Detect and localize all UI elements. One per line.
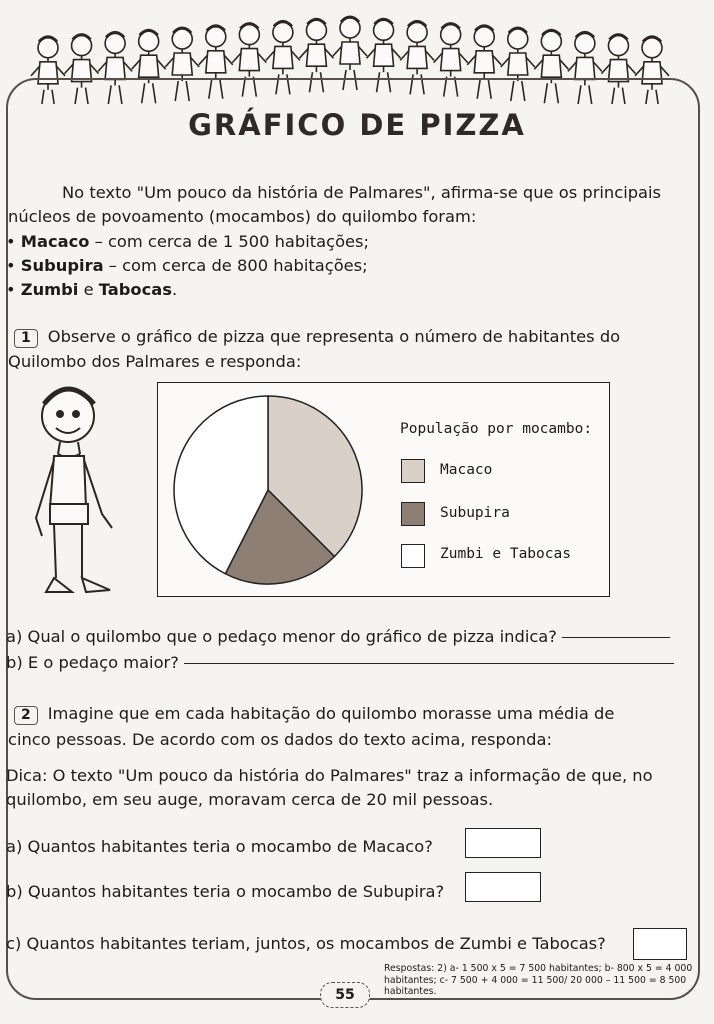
tip-line-1: Dica: O texto "Um pouco da história do Palmares" traz a informação de que, no: [6, 766, 653, 785]
list-item: • Macaco – com cerca de 1 500 habitações;: [6, 232, 370, 251]
legend-label-zumbi-tabocas: Zumbi e Tabocas: [440, 546, 571, 562]
legend-label-macaco: Macaco: [440, 462, 493, 478]
answer-key: Respostas: 2) a- 1 500 x 5 = 7 500 habitantes; b- 800 x 5 = 4 000 habitantes; c- 7 500 + 4 000 = 11 500/ 20 000 – 11 500 = 8 500 habitantes.: [384, 963, 693, 997]
question-2-line-2: cinco pessoas. De acordo com os dados do texto acima, responda:: [8, 730, 552, 749]
question-number: 2: [14, 706, 38, 725]
tip-line-2: quilombo, em seu auge, moravam cerca de 20 mil pessoas.: [6, 790, 494, 809]
question-2-line-1: 2 Imagine que em cada habitação do quilombo morasse uma média de: [14, 702, 614, 725]
list-item: • Subupira – com cerca de 800 habitações;: [6, 256, 368, 275]
boy-illustration: [24, 378, 128, 608]
pie-chart: [170, 392, 366, 588]
question-1-line-1: 1 Observe o gráfico de pizza que representa o número de habitantes do: [14, 325, 620, 348]
intro-line-1: No texto "Um pouco da história de Palmares", afirma-se que os principais: [62, 183, 662, 202]
question-number: 1: [14, 329, 38, 348]
legend-swatch-subupira: [401, 502, 425, 526]
page-title: GRÁFICO DE PIZZA: [188, 108, 526, 142]
legend-label-subupira: Subupira: [440, 505, 510, 521]
question-2b: b) Quantos habitantes teria o mocambo de Subupira?: [6, 882, 445, 901]
answer-box-2a[interactable]: [465, 828, 541, 858]
item-name: Zumbi: [20, 280, 79, 299]
answer-line-1b[interactable]: [184, 663, 674, 664]
intro-line-2: núcleos de povoamento (mocambos) do quilombo foram:: [8, 207, 477, 226]
page-number: 55: [320, 982, 370, 1008]
answer-box-2c[interactable]: [633, 928, 687, 960]
item-name: Macaco: [20, 232, 90, 251]
legend-title: População por mocambo:: [400, 421, 593, 437]
legend-swatch-zumbi-tabocas: [401, 544, 425, 568]
answer-line-1a[interactable]: [562, 637, 670, 638]
question-2c: c) Quantos habitantes teriam, juntos, os mocambos de Zumbi e Tabocas?: [6, 934, 606, 953]
question-1b: b) E o pedaço maior?: [6, 651, 674, 674]
question-2a: a) Quantos habitantes teria o mocambo de Macaco?: [6, 837, 433, 856]
question-1a: a) Qual o quilombo que o pedaço menor do gráfico de pizza indica?: [6, 625, 670, 648]
answer-box-2b[interactable]: [465, 872, 541, 902]
question-1-line-2: Quilombo dos Palmares e responda:: [8, 352, 302, 371]
list-item: • Zumbi e Tabocas.: [6, 280, 178, 299]
legend-swatch-macaco: [401, 459, 425, 483]
item-name: Subupira: [20, 256, 104, 275]
